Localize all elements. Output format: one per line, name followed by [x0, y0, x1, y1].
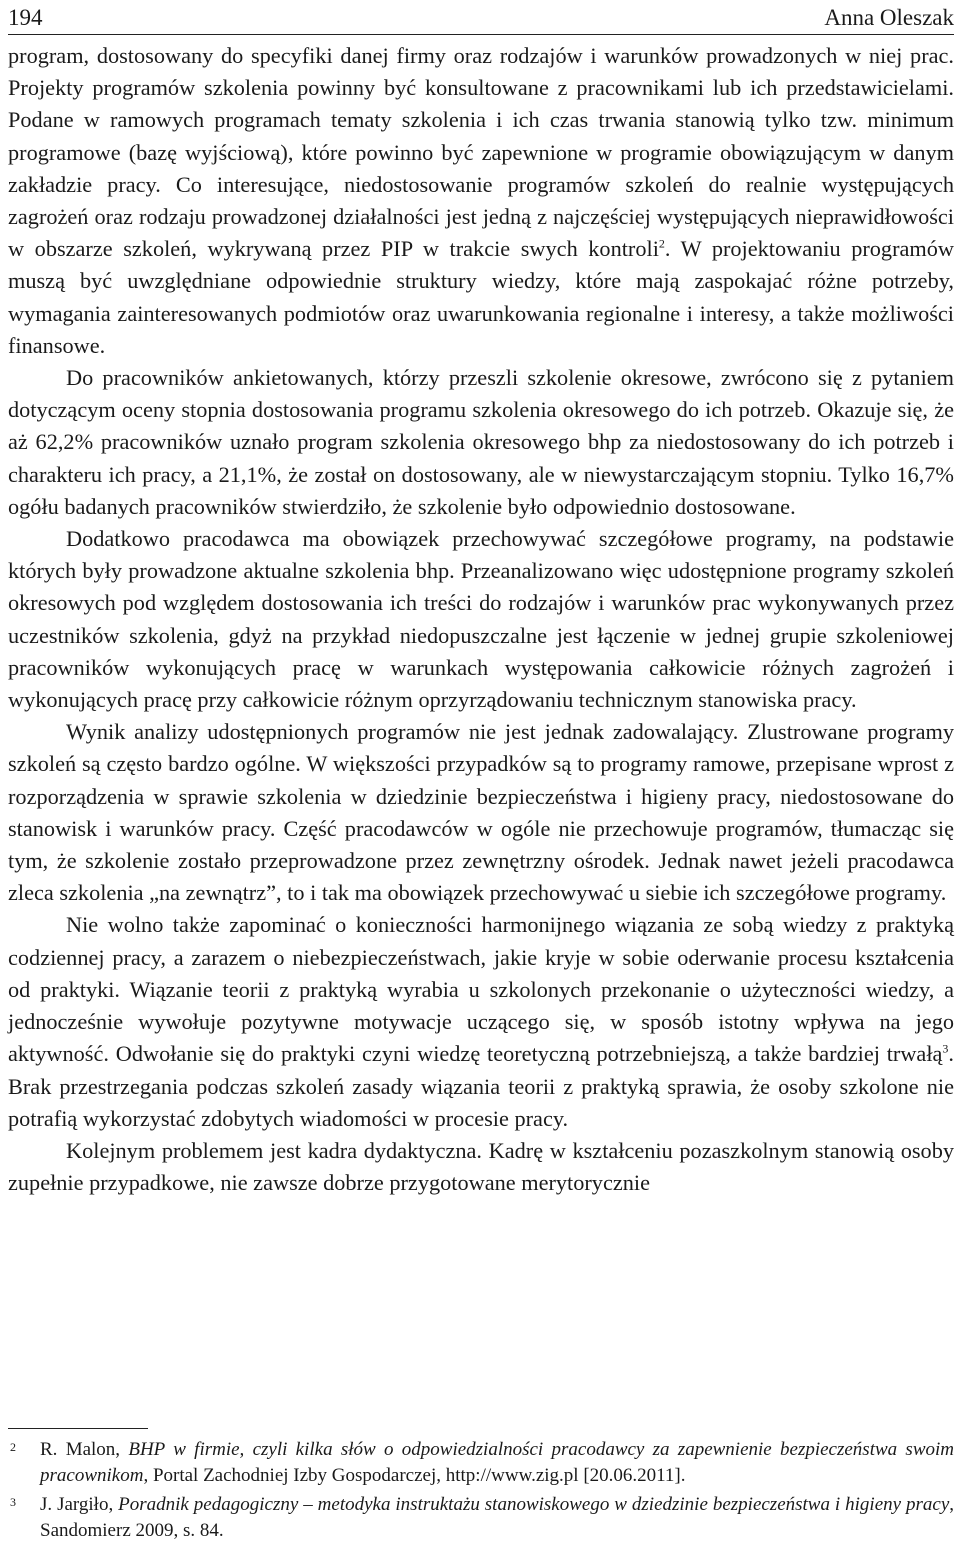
footnote-text	[40, 1437, 954, 1488]
paragraph-4: Wynik analizy udostępnionych programów nie jest jednak zadowalający. Zlustrowane programy szkoleń są często bardzo ogólne. W większości przypadków są to programy ramowe, przepisane wprost z rozporządzenia w sprawie szkolenia w dziedzinie bezpieczeństwa i higieny pracy, niedostosowane do stanowisk i warunków pracy. Część pracodawców w ogóle nie przechowuje programów, tłumacząc się tym, że szkolenie zostało przeprowadzone przez zewnętrzny ośrodek. Jednak nawet jeżeli pracodawca zleca szkolenia „na zewnątrz”, to i tak ma obowiązek przechowywać u siebie ich szczegółowe programy.	[8, 719, 954, 906]
footnote-number: 3	[10, 1495, 16, 1509]
paragraph-1-text-b: . W projektowaniu programów muszą być uwzględniane odpowiednie struktury wiedzy, które mają zaspokajać różne potrzeby, wymagania zainteresowanych podmiotów oraz uwarunkowania regionalne i interesy, a także możliwości finansowe.	[8, 236, 954, 358]
paragraph-5-text-a: Nie wolno także zapominać o konieczności harmonijnego wiązania ze sobą wiedzy z praktyką codziennej pracy, a zarazem o niebezpieczeństwach, jakie kryje w sobie oderwanie procesu kształcenia od praktyki. Wiązanie teorii z praktyką wyrabia u szkolonych przekonanie o użyteczności wiedzy, a jednocześnie wywołuje pozytywne motywacje uczącego się, w sposób istotny wpływa na jego aktywność. Odwołanie się do praktyki czyni wiedzę teoretyczną potrzebniejszą, a także bardziej trwałą	[8, 912, 954, 1067]
page-number: 194	[8, 5, 43, 30]
paragraph-2: Do pracowników ankietowanych, którzy przeszli szkolenie okresowe, zwrócono się z pytaniem dotyczącym oceny stopnia dostosowania programu szkolenia okresowego do ich potrzeb. Okazuje się, że aż 62,2% pracowników uznało program szkolenia okresowego bhp za niedostosowany do ich potrzeb i charakteru ich pracy, a 21,1%, że został on dostosowany, ale w niewystarczającym stopniu. Tylko 16,7% ogółu badanych pracowników stwierdziło, że szkolenie było odpowiednio dostosowane.	[8, 365, 954, 519]
paragraph-1	[8, 40, 954, 362]
footnote-ref-2[interactable]: 2	[658, 236, 665, 251]
running-header	[8, 0, 954, 35]
paragraph-5	[8, 909, 954, 1134]
footnote-author: R. Malon,	[40, 1439, 129, 1460]
footnote-2	[8, 1437, 954, 1488]
running-author: Anna Oleszak	[824, 5, 954, 30]
paragraph-5-text-b: . Brak przestrzegania podczas szkoleń zasady wiązania teorii z praktyką sprawia, że osoby szkolone nie potrafią wykorzystać zdobytych wiadomości w procesie pracy.	[8, 1041, 954, 1131]
paragraph-6: Kolejnym problemem jest kadra dydaktyczna. Kadrę w kształceniu pozaszkolnym stanowią osoby zupełnie przypadkowe, nie zawsze dobrze przygotowane merytorycznie	[8, 1137, 954, 1196]
footnote-source[interactable]: , Portal Zachodniej Izby Gospodarczej, http://www.zig.pl [20.06.2011].	[143, 1464, 686, 1486]
footnote-author: J. Jargiło,	[40, 1494, 119, 1515]
footnote-3	[8, 1492, 954, 1543]
footnotes	[8, 1437, 954, 1547]
body-text	[8, 40, 954, 1199]
footnote-title: Poradnik pedagogiczny – metodyka instruktażu stanowiskowego w dziedzinie bezpieczeństwa i higieny pracy	[118, 1494, 950, 1515]
footnote-text	[40, 1492, 954, 1543]
paragraph-1-text-a: program, dostosowany do specyfiki danej firmy oraz rodzajów i warunków prowadzonych w niej prac. Projekty programów szkolenia powinny być konsultowane z pracownikami lub ich przedstawicielami. Podane w ramowych programach tematy szkolenia i ich czas trwania stanowią tylko tzw. minimum programowe (bazę wyjściową), które powinno być zapewnione w programie obowiązującym w danym zakładzie pracy. Co interesujące, niedostosowanie programów szkoleń do realnie występujących zagrożeń oraz rodzaju prowadzonej działalności jest jedną z najczęściej występujących nieprawidłowości w obszarze szkoleń, wykrywaną przez PIP w trakcie swych kontroli	[8, 43, 954, 262]
footnote-ref-3[interactable]: 3	[942, 1041, 949, 1056]
footnote-number: 2	[10, 1440, 16, 1454]
paragraph-3: Dodatkowo pracodawca ma obowiązek przechowywać szczegółowe programy, na podstawie których były prowadzone aktualne szkolenia bhp. Przeanalizowano więc udostępnione programy szkoleń okresowych pod względem dostosowania ich treści do rodzajów i warunków prac wykonywanych przez uczestników szkolenia, gdyż na przykład niedopuszczalne jest łączenie w jednej grupie szkoleniowej pracowników wykonujących pracę w warunkach występowania całkowicie różnych zagrożeń i wykonujących pracę przy całkowicie różnym oprzyrządowaniu technicznym stanowiska pracy.	[8, 526, 954, 713]
footnote-divider	[8, 1428, 148, 1429]
footnote-source: , Sandomierz 2009, s. 84.	[40, 1494, 955, 1541]
footnote-title: BHP w firmie, czyli kilka słów o odpowiedzialności pracodawcy za zapewnienie bezpieczeństwa swoim pracownikom	[40, 1439, 955, 1486]
